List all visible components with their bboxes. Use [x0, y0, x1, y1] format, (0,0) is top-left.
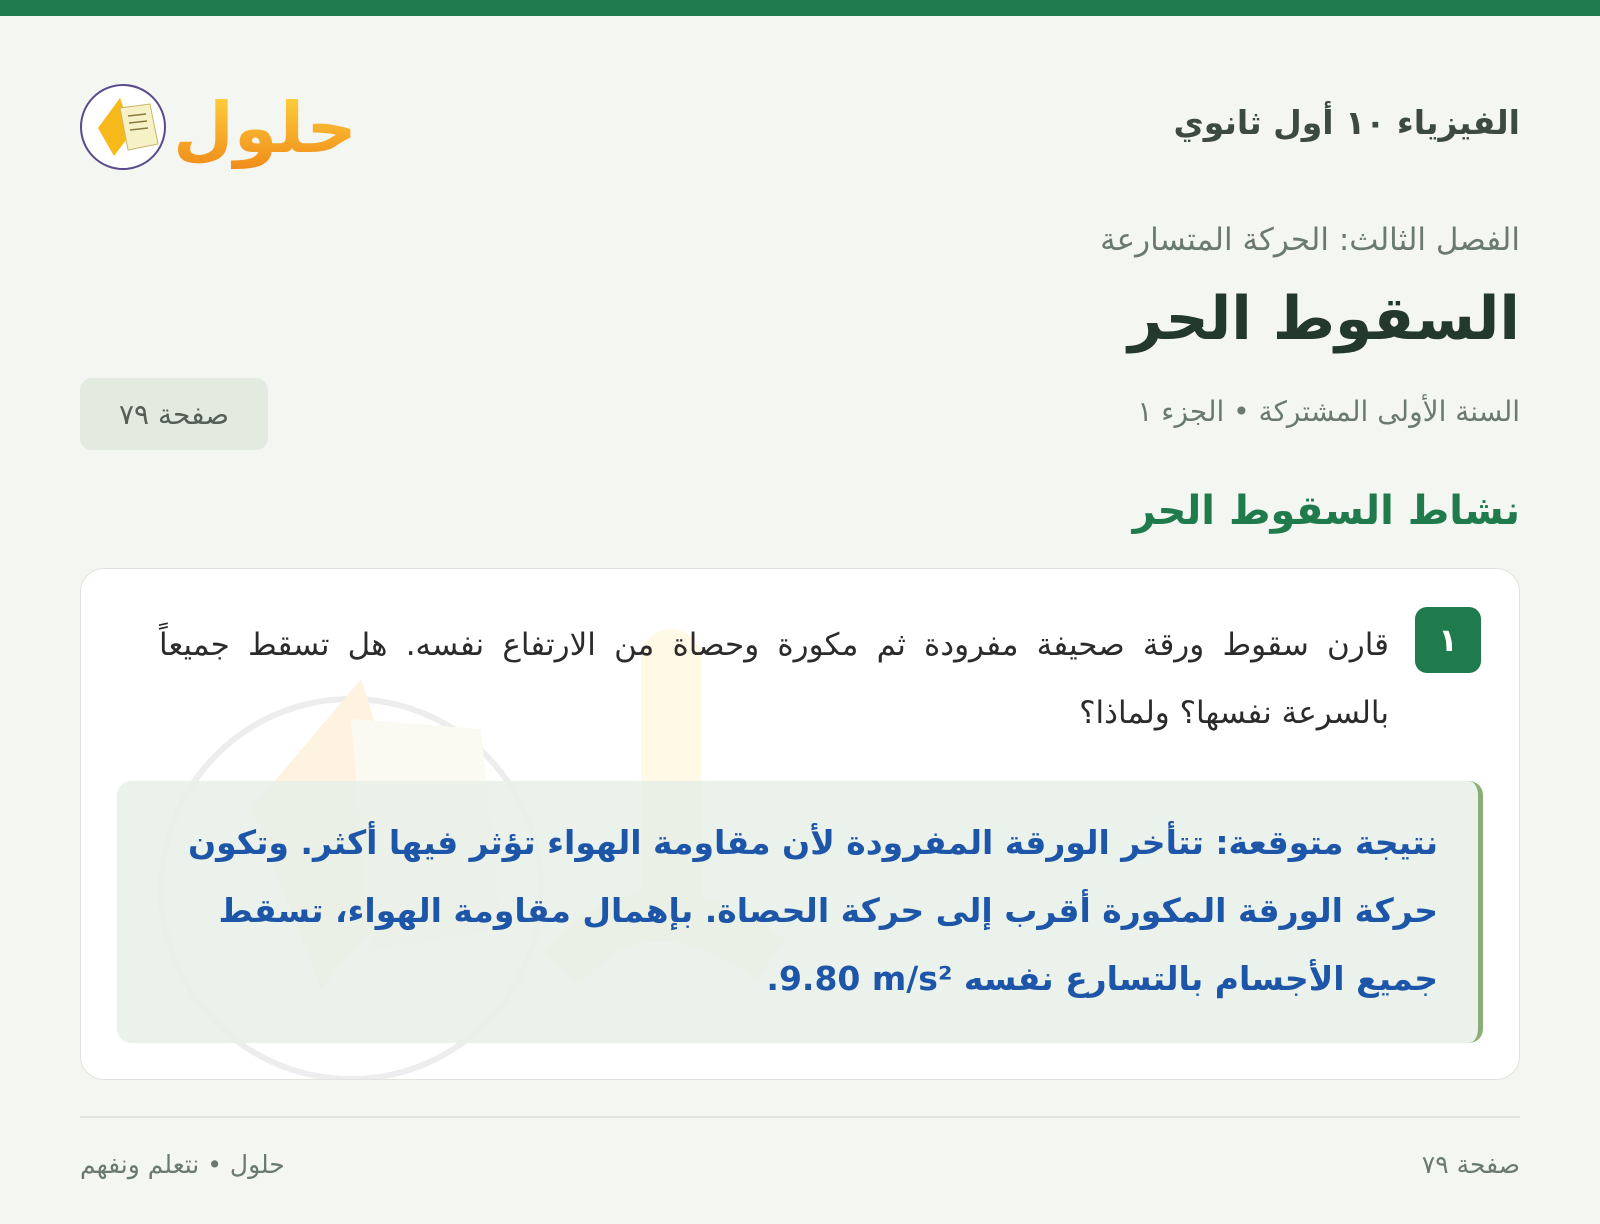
page-header [80, 70, 1520, 180]
chapter-label: الفصل الثالث: الحركة المتسارعة [1100, 222, 1520, 258]
question-number: ١ [1438, 621, 1458, 659]
page-chip [80, 378, 268, 450]
footer-page-number: صفحة ٧٩ [1421, 1150, 1520, 1179]
question-text: قارن سقوط ورقة صحيفة مفرودة ثم مكورة وحصاة من الارتفاع نفسه. هل تسقط جميعاً بالسرعة نفسها؟ ولماذا؟ [159, 627, 1389, 731]
question-card [80, 568, 1520, 1080]
page-chip-label: صفحة ٧٩ [119, 397, 230, 431]
lesson-meta: السنة الأولى المشتركة • الجزء ١ [1137, 395, 1520, 428]
footer-brand: حلول • نتعلم ونفهم [80, 1150, 285, 1179]
hulul-logo[interactable] [80, 70, 360, 180]
answer-text: نتيجة متوقعة: تتأخر الورقة المفرودة لأن مقاومة الهواء تؤثر فيها أكثر. وتكون حركة الورقة المكورة أقرب إلى حركة الحصاة. بإهمال مقاومة الهواء، تسقط جميع الأجسام بالتسارع نفسه ‎9.80 m/s². [187, 823, 1438, 998]
lesson-title: السقوط الحر [1128, 284, 1520, 354]
answer-box [117, 781, 1483, 1043]
activity-title: نشاط السقوط الحر [1132, 488, 1520, 534]
logo-text: حلول [173, 87, 357, 169]
top-accent-bar [0, 0, 1600, 16]
footer-divider [80, 1116, 1520, 1118]
question-number-badge [1415, 607, 1481, 673]
course-title: الفيزياء ١٠ أول ثانوي [1173, 103, 1520, 142]
